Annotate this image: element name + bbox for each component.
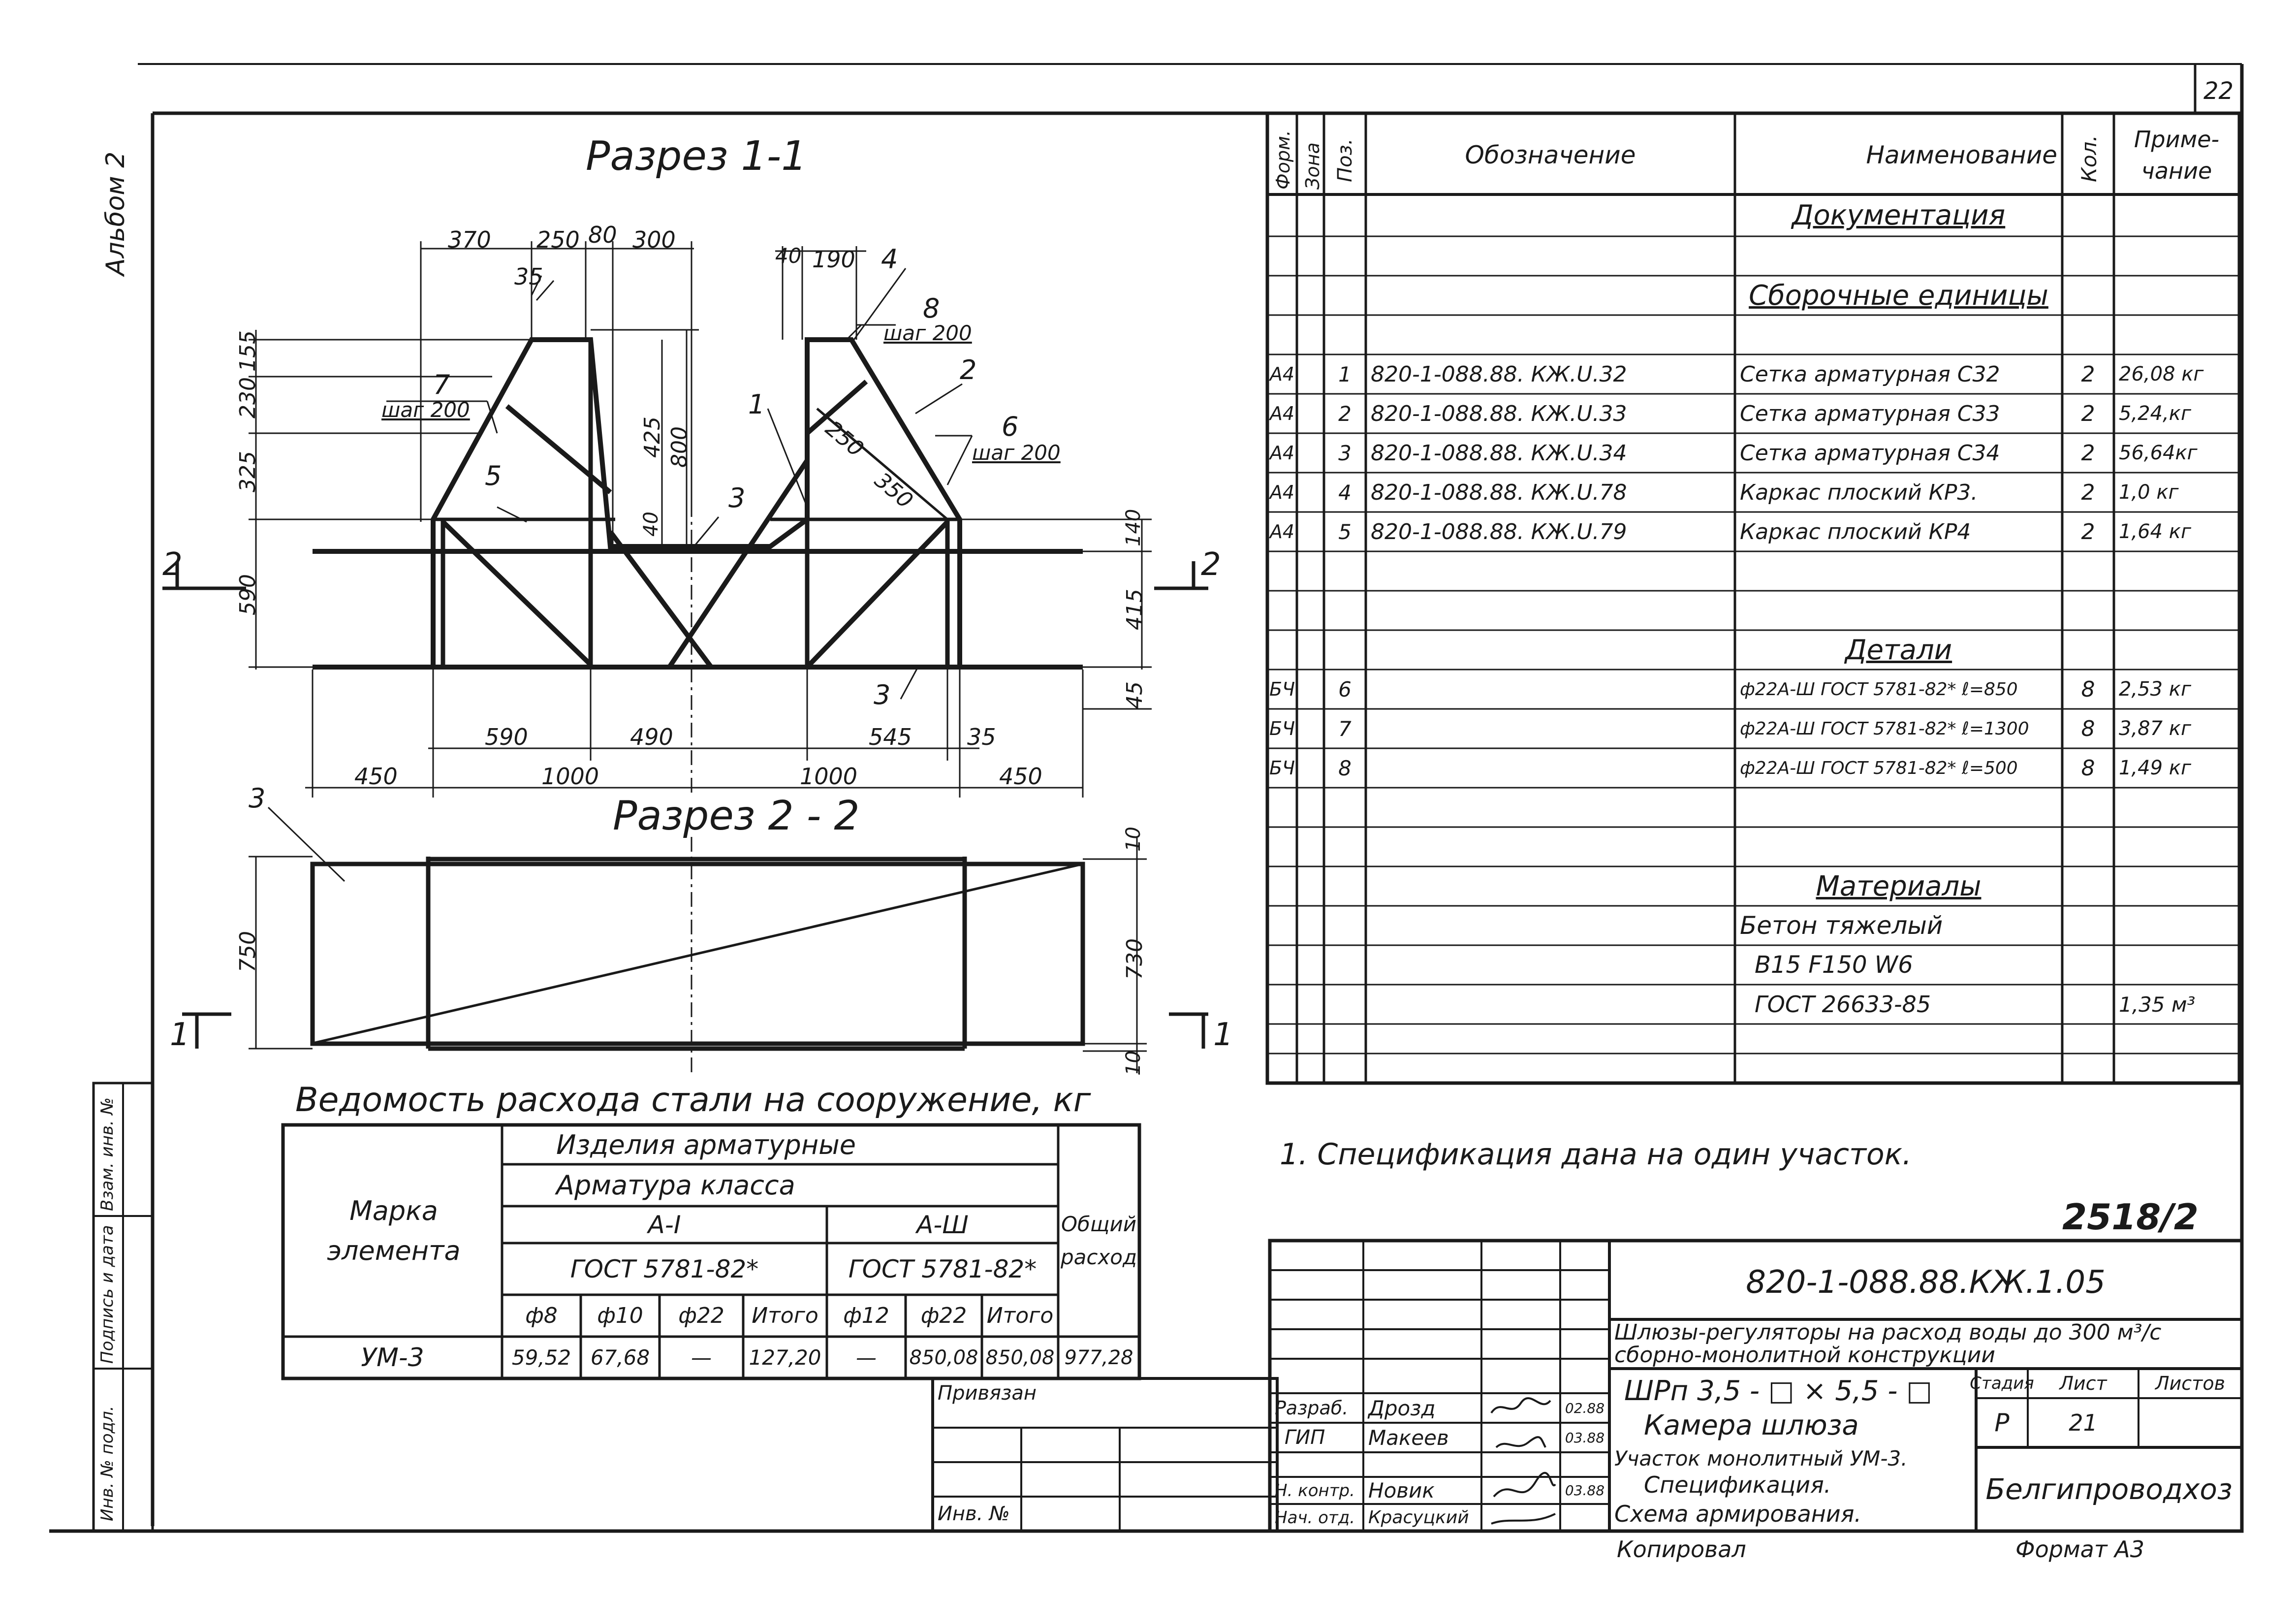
spec-row-4-qty: 2 <box>2081 480 2095 505</box>
spec-detail-7-form: БЧ <box>1269 718 1295 739</box>
title-date-2: 03.88 <box>1565 1429 1605 1446</box>
spec-row-3-form: А4 <box>1269 442 1295 464</box>
spec-row-5-designation: 820-1-088.88. КЖ.U.79 <box>1371 519 1627 544</box>
spec-material-2: В15 F150 W6 <box>1755 951 1913 979</box>
cut-mark-1-left: 1 <box>170 1017 190 1053</box>
spec-detail-7-pos: 7 <box>1338 716 1352 741</box>
dim-2-2-10-bottom: 10 <box>1122 1051 1145 1076</box>
spec-detail-7-note: 3,87 кг <box>2119 717 2191 740</box>
spec-row-1-pos: 1 <box>1338 362 1352 386</box>
side-label-orig-inv: Инв. № подл. <box>97 1406 117 1521</box>
title-name-2: Макеев <box>1368 1425 1449 1450</box>
steel-row-a1-f22: — <box>691 1345 712 1370</box>
title-sheet-label: Лист <box>2059 1373 2107 1394</box>
copied-by: Копировал <box>1617 1536 1746 1563</box>
dim-right-415: 415 <box>1122 589 1147 630</box>
dim-top-40: 40 <box>775 244 802 268</box>
dim-small-35: 35 <box>514 263 543 290</box>
signatures <box>1481 1393 1560 1531</box>
steel-sub-a1-f10: ф10 <box>597 1303 643 1328</box>
dim-2-2-10-top: 10 <box>1122 827 1145 852</box>
title-sheets <box>2139 1398 2242 1447</box>
cut-mark-1-right: 1 <box>1213 1017 1233 1053</box>
spec-row-5-pos: 5 <box>1338 519 1352 544</box>
dim-bottom2-1000-right: 1000 <box>800 763 858 790</box>
steel-sub-a1-f22: ф22 <box>678 1303 724 1328</box>
title-stage-label: Стадия <box>1970 1374 2034 1393</box>
dim-left-590: 590 <box>235 574 260 615</box>
spec-row-3-note: 56,64кг <box>2119 442 2198 464</box>
side-label-replace-inv: Взам. инв. № <box>97 1097 117 1211</box>
spec-row-5-note: 1,64 кг <box>2119 520 2191 543</box>
steel-gost-a3: ГОСТ 5781-82* <box>848 1254 1037 1283</box>
callout-1: 1 <box>748 389 765 420</box>
spec-row-2-note: 5,24,кг <box>2119 402 2191 425</box>
steel-sub-a3-f12: ф12 <box>843 1303 889 1328</box>
dim-inner-40: 40 <box>640 512 662 537</box>
spec-detail-8-note: 1,49 кг <box>2119 757 2191 779</box>
spec-header-name: Наименование <box>1866 141 2057 169</box>
title-object-line1: ШРп 3,5 - □ × 5,5 - □ <box>1624 1375 1933 1407</box>
callout-3-bottom: 3 <box>874 679 891 710</box>
spec-row-3-qty: 2 <box>2081 440 2095 466</box>
spec-row-1-note: 26,08 кг <box>2119 363 2204 385</box>
dim-top-190: 190 <box>812 246 855 273</box>
spec-section-materials: Материалы <box>1816 870 1981 902</box>
dim-inner-800: 800 <box>667 426 692 468</box>
callout-6: 6 <box>1002 411 1019 442</box>
steel-row-a3-f22: 850,08 <box>909 1346 978 1369</box>
dim-top-250: 250 <box>536 226 580 253</box>
handwritten-number: 2518/2 <box>2062 1196 2199 1238</box>
callout-8-note: шаг 200 <box>883 321 972 345</box>
title-project: Шлюзы-регуляторы на расход воды до 300 м³/с сборно-монолитной конструкции <box>1614 1319 2162 1368</box>
steel-row-a1-total: 127,20 <box>749 1345 821 1370</box>
steel-sub-a3-total: Итого <box>986 1303 1054 1328</box>
dim-bottom2-450-right: 450 <box>999 763 1042 790</box>
spec-header-zone: Зона <box>1302 142 1323 190</box>
callout-8: 8 <box>923 293 940 324</box>
cut-mark-2-left: 2 <box>162 546 183 583</box>
dim-bottom-490: 490 <box>630 724 673 750</box>
title-role-1: Разраб. <box>1275 1397 1349 1419</box>
spec-detail-6-name: ф22А-Ш ГОСТ 5781-82* ℓ=850 <box>1740 679 2018 700</box>
spec-row-4-pos: 4 <box>1338 480 1352 505</box>
spec-detail-6-form: БЧ <box>1269 678 1295 700</box>
title-org: Белгипроводхоз <box>1985 1472 2233 1506</box>
spec-header-note: Приме-чание <box>2134 126 2220 184</box>
dim-inner-250: 250 <box>820 416 869 462</box>
spec-header-qty: Кол. <box>2077 135 2101 182</box>
title-name-1: Дрозд <box>1368 1396 1436 1420</box>
title-sheet-line2: Спецификация. <box>1644 1471 1831 1498</box>
steel-sub-a1-total: Итого <box>752 1303 818 1328</box>
steel-class-a3: А-Ш <box>916 1210 969 1239</box>
steel-row-a3-f12: — <box>856 1345 877 1370</box>
title-name-4: Красуцкий <box>1368 1507 1469 1528</box>
dim-inner-350: 350 <box>870 468 918 514</box>
spec-header-pos: Поз. <box>1334 138 1356 182</box>
spec-row-5-name: Каркас плоский КР4 <box>1740 519 1971 544</box>
spec-row-2-designation: 820-1-088.88. КЖ.U.33 <box>1371 401 1627 426</box>
spec-row-3-name: Сетка арматурная С34 <box>1740 440 2000 466</box>
spec-row-4-name: Каркас плоский КР3. <box>1740 480 1978 505</box>
spec-row-1-form: А4 <box>1269 363 1295 385</box>
steel-gost-a1: ГОСТ 5781-82* <box>570 1254 759 1283</box>
spec-section-assemblies: Сборочные единицы <box>1749 279 2048 312</box>
spec-detail-7-qty: 8 <box>2081 716 2095 741</box>
spec-detail-8-form: БЧ <box>1269 757 1295 779</box>
spec-row-4-note: 1,0 кг <box>2119 481 2179 504</box>
dim-bottom-545: 545 <box>869 724 912 750</box>
spec-header-form: Форм. <box>1272 130 1294 190</box>
spec-row-1-name: Сетка арматурная С32 <box>1740 361 2000 387</box>
spec-detail-6-pos: 6 <box>1338 677 1352 702</box>
section-2-2-title: Разрез 2 - 2 <box>613 793 860 839</box>
steel-row-a3-total: 850,08 <box>985 1346 1055 1369</box>
spec-row-2-pos: 2 <box>1338 401 1352 426</box>
callout-4: 4 <box>881 244 898 275</box>
steel-col-class: Арматура класса <box>556 1170 795 1201</box>
steel-row-a1-f8: 59,52 <box>511 1345 571 1370</box>
dim-inner-425: 425 <box>640 416 665 458</box>
spec-header-designation: Обозначение <box>1465 141 1636 169</box>
spec-row-5-qty: 2 <box>2081 519 2095 544</box>
spec-detail-6-note: 2,53 кг <box>2119 678 2191 701</box>
spec-material-note: 1,35 м³ <box>2119 992 2196 1017</box>
title-role-2: ГИП <box>1285 1426 1325 1449</box>
steel-row-total: 977,28 <box>1064 1346 1133 1369</box>
footnote: 1. Спецификация дана на один участок. <box>1280 1137 1912 1172</box>
title-date-1: 02.88 <box>1565 1400 1605 1416</box>
dim-bottom-590: 590 <box>485 724 528 750</box>
steel-sub-a3-f22: ф22 <box>920 1303 967 1328</box>
callout-7-note: шаг 200 <box>381 398 470 422</box>
dim-top-300: 300 <box>632 226 676 253</box>
spec-row-1-qty: 2 <box>2081 361 2095 387</box>
dim-bottom2-450-left: 450 <box>354 763 398 790</box>
title-sheet-line3: Схема армирования. <box>1614 1501 1862 1527</box>
album-label: Альбом 2 <box>101 151 130 276</box>
binding-inv-no: Инв. № <box>938 1503 1010 1525</box>
steel-col-mark: Марка элемента <box>327 1195 461 1266</box>
spec-detail-7-name: ф22А-Ш ГОСТ 5781-82* ℓ=1300 <box>1740 718 2029 739</box>
title-sheet: 21 <box>2069 1409 2098 1436</box>
spec-row-3-designation: 820-1-088.88. КЖ.U.34 <box>1371 440 1627 466</box>
dim-left-155: 155 <box>235 330 260 372</box>
section-2-2-drawing <box>182 807 1208 1073</box>
dim-right-45: 45 <box>1122 681 1147 709</box>
callout-3-center: 3 <box>728 482 746 513</box>
spec-row-4-designation: 820-1-088.88. КЖ.U.78 <box>1371 480 1627 505</box>
dim-left-230: 230 <box>235 377 260 418</box>
spec-row-4-form: А4 <box>1269 481 1295 503</box>
spec-detail-8-name: ф22А-Ш ГОСТ 5781-82* ℓ=500 <box>1740 758 2018 778</box>
steel-col-products: Изделия арматурные <box>556 1129 856 1160</box>
steel-sub-a1-f8: ф8 <box>525 1303 558 1328</box>
dim-top-80: 80 <box>588 222 617 248</box>
section-1-1-title: Разрез 1-1 <box>586 133 807 180</box>
spec-row-1-designation: 820-1-088.88. КЖ.U.32 <box>1371 361 1627 387</box>
binding-linked: Привязан <box>938 1382 1037 1405</box>
dim-left-325: 325 <box>235 451 260 492</box>
callout-7: 7 <box>433 369 450 400</box>
page-number: 22 <box>2203 77 2234 105</box>
spec-row-2-qty: 2 <box>2081 401 2095 426</box>
steel-table-title: Ведомость расхода стали на сооружение, кг <box>295 1081 1091 1119</box>
dim-2-2-750: 750 <box>235 931 260 972</box>
dim-bottom2-1000-left: 1000 <box>541 763 599 790</box>
dim-right-140: 140 <box>1122 509 1145 546</box>
title-date-3: 03.88 <box>1565 1482 1605 1499</box>
title-sheets-label: Листов <box>2155 1373 2225 1394</box>
spec-row-2-name: Сетка арматурная С33 <box>1740 401 2000 426</box>
title-object-line2: Камера шлюза <box>1644 1409 1859 1441</box>
title-name-3: Новик <box>1368 1478 1435 1503</box>
spec-section-details: Детали <box>1845 634 1952 666</box>
title-stage: Р <box>1994 1408 2010 1437</box>
spec-detail-8-pos: 8 <box>1338 756 1352 780</box>
section-2-2-callout-3: 3 <box>249 783 266 814</box>
dim-2-2-730: 730 <box>1122 938 1147 980</box>
title-role-4: Нач. отд. <box>1275 1507 1355 1528</box>
spec-material-1: Бетон тяжелый <box>1740 911 1943 940</box>
spec-section-documentation: Документация <box>1792 199 2006 231</box>
title-sheet-line1: Участок монолитный УМ-3. <box>1614 1446 1908 1471</box>
callout-2: 2 <box>960 354 977 385</box>
spec-detail-8-qty: 8 <box>2081 755 2095 781</box>
spec-detail-6-qty: 8 <box>2081 676 2095 702</box>
dim-top-370: 370 <box>448 226 491 253</box>
title-role-3: Н. контр. <box>1275 1480 1355 1501</box>
spec-material-3: ГОСТ 26633-85 <box>1755 991 1931 1018</box>
spec-row-2-form: А4 <box>1269 403 1295 424</box>
format-label: Формат А3 <box>2015 1536 2144 1563</box>
spec-row-5-form: А4 <box>1269 521 1295 543</box>
dim-bottom-35: 35 <box>967 724 996 750</box>
side-label-sign-date: Подпись и дата <box>97 1225 117 1364</box>
steel-row-mark: УМ-3 <box>361 1343 424 1373</box>
callout-6-note: шаг 200 <box>972 441 1061 465</box>
spec-row-3-pos: 3 <box>1338 441 1352 465</box>
title-code: 820-1-088.88.КЖ.1.05 <box>1746 1264 2106 1301</box>
section-1-1-drawing <box>162 241 1208 798</box>
steel-col-total: Общий расход <box>1060 1212 1137 1269</box>
steel-class-a1: А-I <box>648 1210 681 1239</box>
callout-5: 5 <box>485 460 502 491</box>
cut-mark-2-right: 2 <box>1201 546 1221 583</box>
steel-row-a1-f10: 67,68 <box>590 1345 650 1370</box>
